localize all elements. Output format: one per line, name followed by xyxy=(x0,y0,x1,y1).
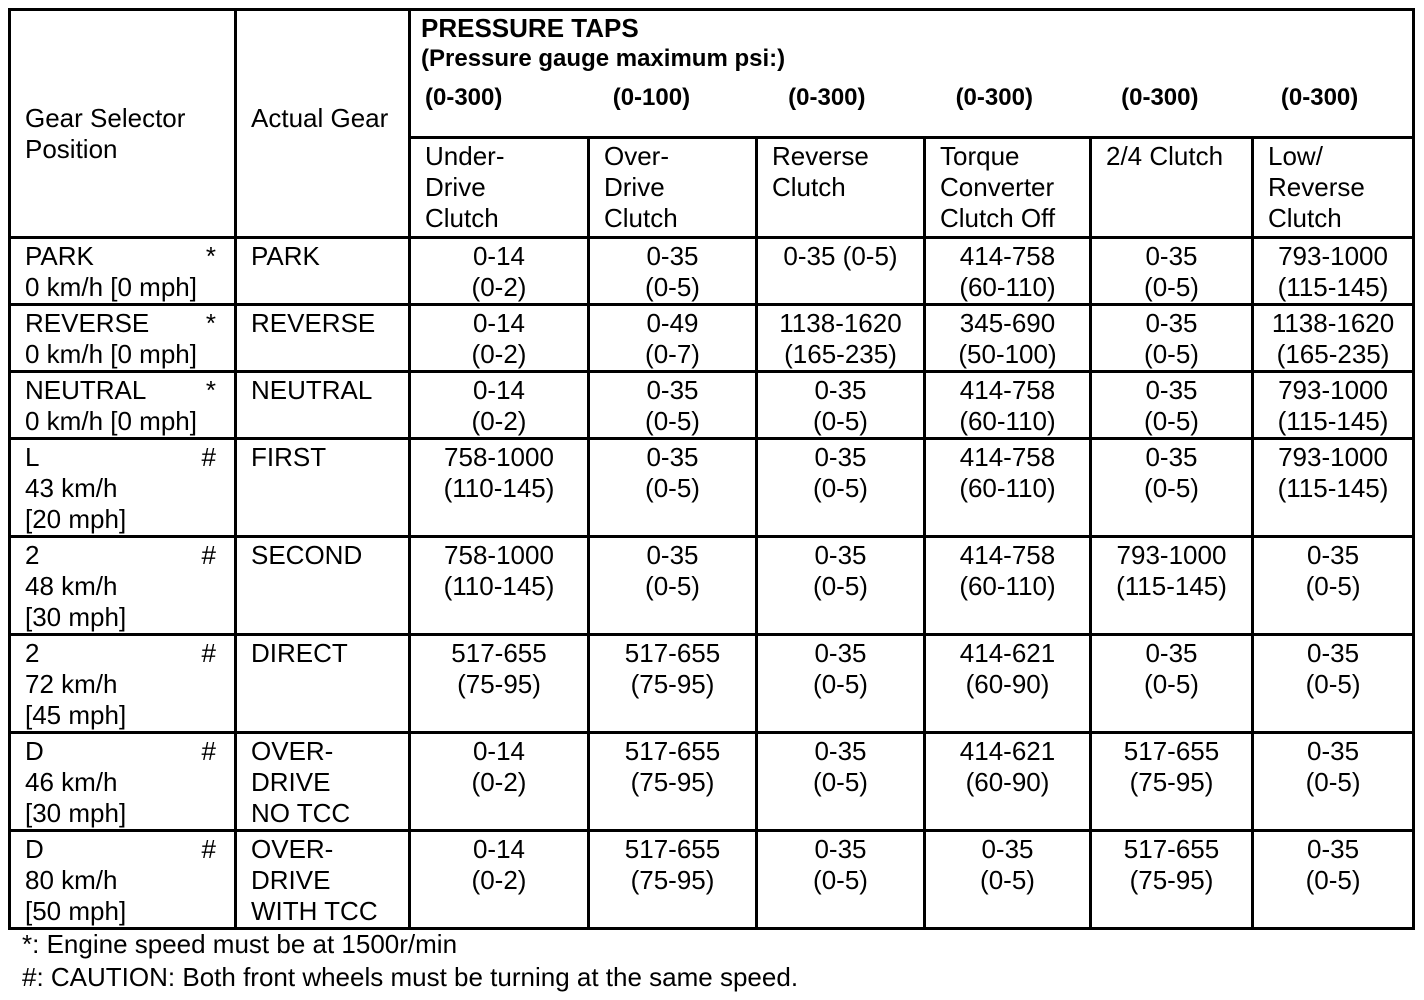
actual-gear-cell xyxy=(236,238,410,305)
pressure-cell xyxy=(1253,372,1414,439)
gear-selector-cell xyxy=(10,733,236,831)
pressure-cell xyxy=(925,635,1091,733)
pressure-value: 0-35 (0-5) xyxy=(813,442,868,503)
table-row xyxy=(10,733,1414,831)
pressure-value: 0-35 (0-5) xyxy=(645,241,700,302)
gear-selector-position: 2 72 km/h [45 mph] xyxy=(25,638,127,730)
pressure-value: 0-35 (0-5) xyxy=(1144,442,1199,503)
gear-selector-position: REVERSE 0 km/h [0 mph] xyxy=(25,308,197,369)
table-row xyxy=(10,537,1414,635)
pressure-value: 0-35 (0-5) xyxy=(1144,308,1199,369)
gauge-range: (0-300) xyxy=(788,84,866,111)
pressure-value: 0-35 (0-5) xyxy=(813,834,868,895)
gear-selector-cell xyxy=(10,238,236,305)
gauge-range: (0-300) xyxy=(425,84,503,111)
pressure-value: 0-35 (0-5) xyxy=(813,736,868,797)
note-mark: * xyxy=(205,241,216,271)
gauge-range: (0-300) xyxy=(955,84,1033,111)
note-mark: * xyxy=(205,375,216,405)
note-mark: # xyxy=(201,442,216,472)
column-header-label: Under- Drive Clutch xyxy=(425,141,505,233)
pressure-cell xyxy=(1091,372,1253,439)
pressure-cell xyxy=(925,439,1091,537)
pressure-value: 414-621 (60-90) xyxy=(959,638,1056,699)
pressure-cell xyxy=(925,537,1091,635)
actual-gear-cell xyxy=(236,635,410,733)
pressure-cell xyxy=(589,635,757,733)
pressure-cell xyxy=(410,305,589,372)
actual-gear: OVER- DRIVE WITH TCC xyxy=(251,834,378,926)
column-header xyxy=(925,138,1091,238)
actual-gear: SECOND xyxy=(251,540,363,570)
table-row xyxy=(10,372,1414,439)
column-header-label: Over- Drive Clutch xyxy=(604,141,678,233)
pressure-cell xyxy=(410,733,589,831)
pressure-cell xyxy=(410,537,589,635)
actual-gear: DIRECT xyxy=(251,638,348,668)
pressure-cell xyxy=(1091,537,1253,635)
footnote-caution: #: CAUTION: Both front wheels must be turning at the same speed. xyxy=(22,962,799,992)
header-actual-gear xyxy=(236,10,410,238)
pressure-value: 517-655 (75-95) xyxy=(451,638,547,699)
pressure-value: 793-1000 (115-145) xyxy=(1277,241,1389,302)
pressure-value: 758-1000 (110-145) xyxy=(443,540,555,601)
gauge-range: (0-300) xyxy=(1121,84,1199,111)
pressure-value: 414-758 (60-110) xyxy=(959,241,1056,302)
pressure-cell xyxy=(589,372,757,439)
column-header-label: Torque Converter Clutch Off xyxy=(940,141,1056,233)
table-row xyxy=(10,439,1414,537)
gear-selector-position: D 46 km/h [30 mph] xyxy=(25,736,127,828)
pressure-cell xyxy=(1253,733,1414,831)
actual-gear-label: Actual Gear xyxy=(251,103,389,133)
column-header xyxy=(410,138,589,238)
pressure-cell xyxy=(757,372,925,439)
actual-gear-cell xyxy=(236,439,410,537)
gear-selector-cell xyxy=(10,439,236,537)
pressure-value: 0-35 (0-5) xyxy=(1305,540,1361,601)
pressure-cell xyxy=(1091,238,1253,305)
pressure-cell xyxy=(1091,635,1253,733)
pressure-cell xyxy=(589,238,757,305)
pressure-cell xyxy=(1253,238,1414,305)
pressure-cell xyxy=(1253,635,1414,733)
pressure-value: 0-35 (0-5) xyxy=(1144,241,1199,302)
pressure-value: 0-35 (0-5) xyxy=(645,375,700,436)
pressure-value: 517-655 (75-95) xyxy=(1123,834,1220,895)
header-pressure-taps xyxy=(410,10,1414,138)
pressure-value: 345-690 (50-100) xyxy=(958,308,1057,369)
pressure-value: 414-621 (60-90) xyxy=(959,736,1056,797)
table-row xyxy=(10,635,1414,733)
column-header xyxy=(1253,138,1414,238)
gear-selector-cell xyxy=(10,831,236,929)
actual-gear-cell xyxy=(236,537,410,635)
pressure-value: 793-1000 (115-145) xyxy=(1277,375,1389,436)
pressure-value: 1138-1620 (165-235) xyxy=(779,308,902,369)
column-header xyxy=(757,138,925,238)
table-row xyxy=(10,831,1414,929)
pressure-cell xyxy=(410,635,589,733)
header-gear-selector: Gear Selector Position xyxy=(10,10,236,238)
pressure-value: 0-35 (0-5) xyxy=(1144,638,1199,699)
pressure-value: 0-49 (0-7) xyxy=(645,308,700,369)
table-row xyxy=(10,305,1414,372)
pressure-value: 793-1000 (115-145) xyxy=(1116,540,1227,601)
column-header-label: Low/ Reverse Clutch xyxy=(1268,141,1365,233)
pressure-cell xyxy=(589,439,757,537)
pressure-value: 0-14 (0-2) xyxy=(471,736,527,797)
pressure-cell xyxy=(1253,305,1414,372)
note-mark: * xyxy=(205,308,216,338)
footnotes xyxy=(22,928,798,994)
pressure-cell xyxy=(589,733,757,831)
note-mark: # xyxy=(201,540,216,570)
pressure-value: 0-35 (0-5) xyxy=(1305,736,1361,797)
column-header-label: 2/4 Clutch xyxy=(1106,141,1224,171)
note-mark: # xyxy=(201,638,216,668)
gear-selector-position: L 43 km/h [20 mph] xyxy=(25,442,127,534)
pressure-cell xyxy=(757,635,925,733)
pressure-value: 0-35 (0-5) xyxy=(1305,638,1361,699)
pressure-cell xyxy=(1253,831,1414,929)
actual-gear: PARK xyxy=(251,241,320,271)
pressure-cell xyxy=(757,238,925,305)
pressure-value: 0-35 (0-5) xyxy=(813,375,868,436)
note-mark: # xyxy=(201,736,216,766)
actual-gear: REVERSE xyxy=(251,308,376,338)
pressure-cell xyxy=(925,238,1091,305)
pressure-cell xyxy=(757,831,925,929)
pressure-cell xyxy=(925,305,1091,372)
pressure-cell xyxy=(925,372,1091,439)
pressure-taps-subtitle: (Pressure gauge maximum psi:) xyxy=(421,45,786,72)
pressure-cell xyxy=(757,439,925,537)
pressure-cell xyxy=(1091,733,1253,831)
pressure-value: 517-655 (75-95) xyxy=(624,638,721,699)
pressure-cell xyxy=(410,439,589,537)
actual-gear-cell xyxy=(236,305,410,372)
column-header xyxy=(589,138,757,238)
pressure-value: 0-35 (0-5) xyxy=(813,540,868,601)
pressure-value: 0-14 (0-2) xyxy=(471,375,527,436)
pressure-cell xyxy=(1253,537,1414,635)
gear-selector-position: 2 48 km/h [30 mph] xyxy=(25,540,127,632)
note-mark: # xyxy=(201,834,216,864)
pressure-value: 1138-1620 (165-235) xyxy=(1271,308,1395,369)
pressure-value: 0-35 (0-5) xyxy=(645,442,700,503)
pressure-value: 0-35 (0-5) xyxy=(1144,375,1199,436)
pressure-cell xyxy=(757,537,925,635)
table-row xyxy=(10,238,1414,305)
gear-selector-position: PARK 0 km/h [0 mph] xyxy=(25,241,197,302)
pressure-value: 517-655 (75-95) xyxy=(1123,736,1220,797)
pressure-cell xyxy=(1253,439,1414,537)
column-header-label: Reverse Clutch xyxy=(772,141,869,202)
pressure-value: 758-1000 (110-145) xyxy=(443,442,555,503)
actual-gear-cell xyxy=(236,733,410,831)
gear-selector-cell xyxy=(10,305,236,372)
pressure-cell xyxy=(410,372,589,439)
actual-gear-cell xyxy=(236,372,410,439)
pressure-cell xyxy=(589,537,757,635)
pressure-value: 517-655 (75-95) xyxy=(624,736,721,797)
gear-selector-cell xyxy=(10,537,236,635)
pressure-value: 414-758 (60-110) xyxy=(959,375,1056,436)
pressure-value: 414-758 (60-110) xyxy=(959,442,1056,503)
actual-gear: OVER- DRIVE NO TCC xyxy=(251,736,351,828)
pressure-value: 0-35 (0-5) xyxy=(980,834,1035,895)
actual-gear: NEUTRAL xyxy=(251,375,373,405)
pressure-cell xyxy=(757,733,925,831)
pressure-value: 0-14 (0-2) xyxy=(471,241,527,302)
pressure-value: 0-14 (0-2) xyxy=(471,308,527,369)
footnote-engine-speed: *: Engine speed must be at 1500r/min xyxy=(22,929,458,959)
pressure-value: 793-1000 (115-145) xyxy=(1277,442,1389,503)
gauge-ranges xyxy=(421,81,1412,115)
gauge-range: (0-100) xyxy=(612,84,691,111)
pressure-cell xyxy=(1091,305,1253,372)
pressure-value: 0-35 (0-5) xyxy=(783,241,898,271)
actual-gear-cell xyxy=(236,831,410,929)
pressure-value: 0-35 (0-5) xyxy=(645,540,700,601)
gear-selector-position: NEUTRAL 0 km/h [0 mph] xyxy=(25,375,197,436)
pressure-test-table xyxy=(8,8,1415,930)
pressure-cell xyxy=(925,831,1091,929)
gauge-range: (0-300) xyxy=(1280,84,1359,111)
pressure-cell xyxy=(410,831,589,929)
pressure-cell xyxy=(589,305,757,372)
pressure-cell xyxy=(410,238,589,305)
pressure-cell xyxy=(1091,439,1253,537)
pressure-value: 0-35 (0-5) xyxy=(1305,834,1361,895)
pressure-cell xyxy=(925,733,1091,831)
gear-selector-cell xyxy=(10,372,236,439)
pressure-cell xyxy=(1091,831,1253,929)
column-header xyxy=(1091,138,1253,238)
pressure-value: 0-14 (0-2) xyxy=(471,834,527,895)
pressure-cell xyxy=(589,831,757,929)
actual-gear: FIRST xyxy=(251,442,327,472)
pressure-cell xyxy=(757,305,925,372)
pressure-value: 517-655 (75-95) xyxy=(624,834,721,895)
gear-selector-cell xyxy=(10,635,236,733)
pressure-value: 0-35 (0-5) xyxy=(813,638,868,699)
pressure-value: 414-758 (60-110) xyxy=(959,540,1056,601)
pressure-taps-title: PRESSURE TAPS xyxy=(421,13,639,43)
gear-selector-position: D 80 km/h [50 mph] xyxy=(25,834,127,926)
